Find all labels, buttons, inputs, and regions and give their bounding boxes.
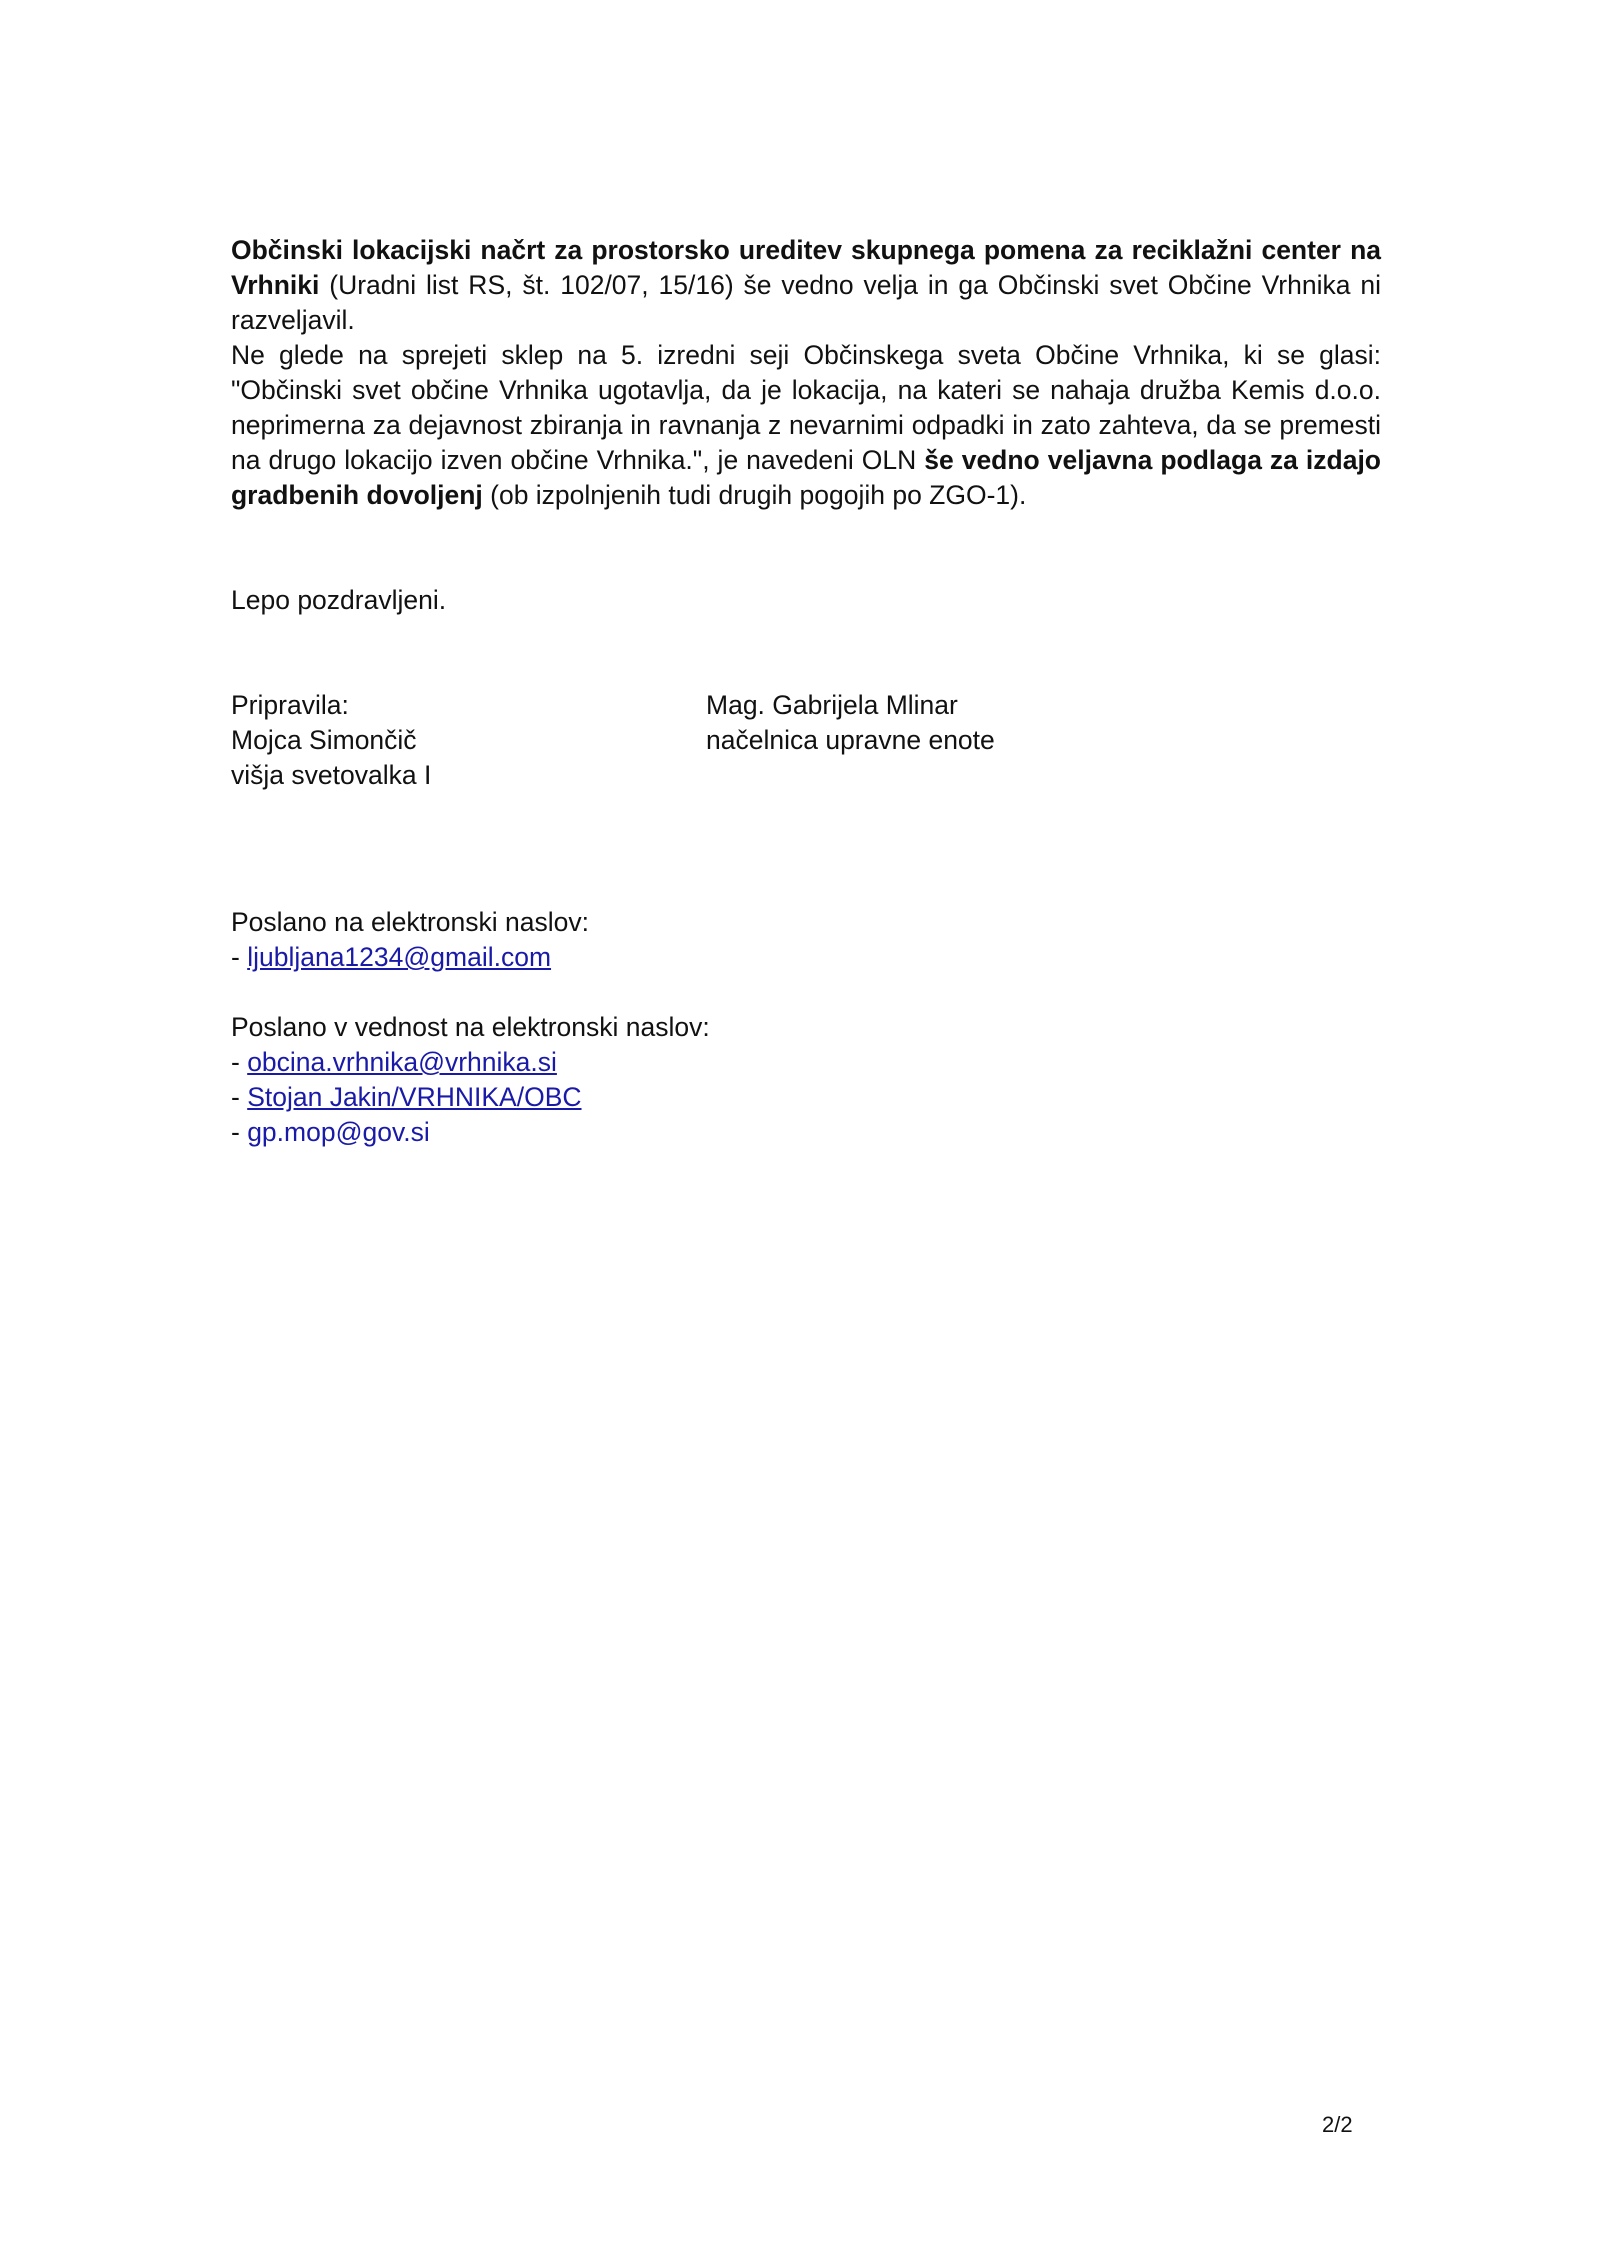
list-bullet: -: [231, 1082, 248, 1112]
plan-validity-text: (Uradni list RS, št. 102/07, 15/16) še vedno velja in ga Občinski svet Občine Vrhnika ni razveljavil.: [231, 270, 1381, 335]
plan-title-bold: Občinski lokacijski načrt za prostorsko ureditev skupnega pomena za reciklažni center na Vrhniki: [231, 235, 1381, 300]
recipient-email-link[interactable]: ljubljana1234@gmail.com: [247, 942, 552, 972]
cc-item: [231, 1080, 1381, 1115]
paragraph-plan-validity: [231, 233, 1381, 338]
cc-email-ministry: gp.mop@gov.si: [247, 1117, 430, 1147]
sent-to-heading: Poslano na elektronski naslov:: [231, 907, 589, 937]
preparer-label: Pripravila:: [231, 690, 349, 720]
list-bullet: -: [231, 942, 248, 972]
preparer-title: višja svetovalka I: [231, 760, 432, 790]
greeting: Lepo pozdravljeni.: [231, 585, 447, 615]
preparer-name: Mojca Simončič: [231, 725, 417, 755]
list-bullet: -: [231, 1047, 248, 1077]
sent-to-section: [231, 905, 1381, 975]
conditions-text: (ob izpolnjenih tudi drugih pogojih po ZGO-1).: [482, 480, 1027, 510]
council-decision-text: Ne glede na sprejeti sklep na 5. izredni seji Občinskega sveta Občine Vrhnika, ki se glasi: "Občinski svet občine Vrhnika ugotavlja, da je lokacija, na kateri se nahaja družba Kemis d.o.o. neprimerna za dejavnost zbiranja in ravnanja z nevarnimi odpadki in zato zahteva, da se premesti na drugo lokacijo izven občine Vrhnika.", je navedeni OLN: [231, 340, 1381, 475]
cc-email-link-municipality[interactable]: obcina.vrhnika@vrhnika.si: [247, 1047, 557, 1077]
head-title: načelnica upravne enote: [706, 725, 995, 755]
head-signature: [706, 688, 995, 758]
signature-block: [231, 688, 1381, 793]
cc-link-stojan-jakin[interactable]: Stojan Jakin/VRHNIKA/OBC: [247, 1082, 582, 1112]
cc-section: [231, 1010, 1381, 1150]
preparer-signature: [231, 688, 431, 793]
cc-item: [231, 1045, 1381, 1080]
recipient-item: [231, 940, 1381, 975]
document-body: [231, 233, 1381, 1150]
list-bullet: -: [231, 1117, 248, 1147]
valid-basis-bold: še vedno veljavna podlaga za izdajo gradbenih dovoljenj: [231, 445, 1381, 510]
head-name: Mag. Gabrijela Mlinar: [706, 690, 958, 720]
cc-item: [231, 1115, 1381, 1150]
page-number: 2/2: [1322, 2112, 1353, 2137]
paragraph-council-decision: [231, 338, 1381, 513]
cc-heading: Poslano v vednost na elektronski naslov:: [231, 1012, 710, 1042]
